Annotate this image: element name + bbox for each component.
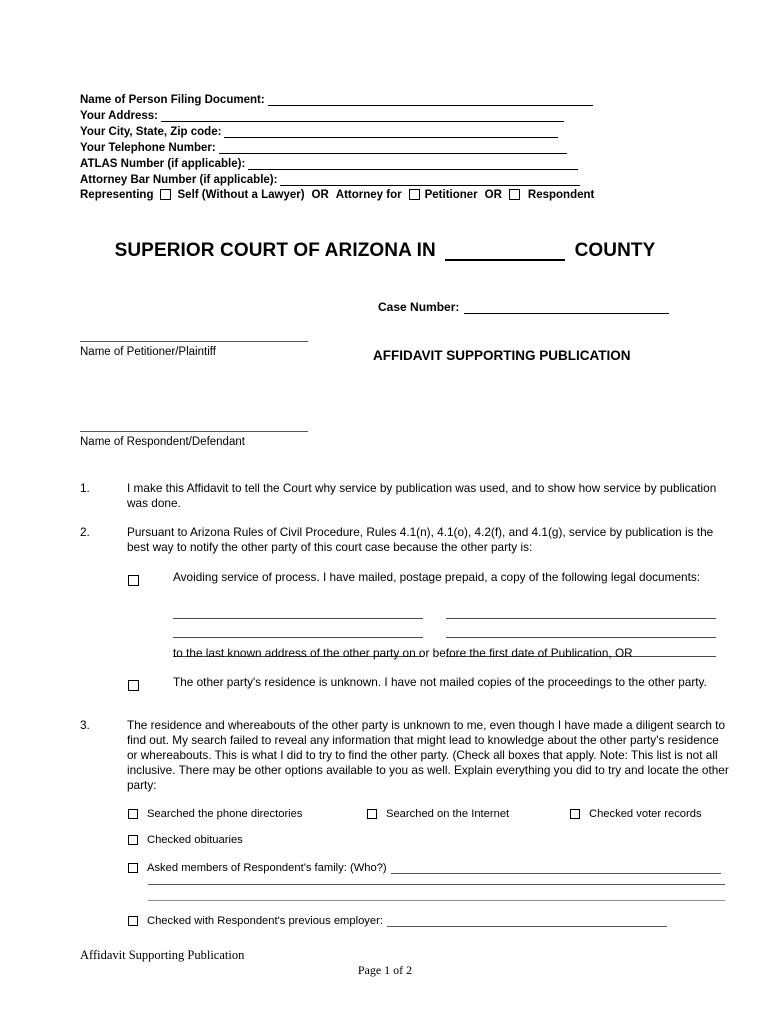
- checkbox-employer[interactable]: [128, 916, 138, 926]
- checkbox-respondent[interactable]: [509, 189, 520, 200]
- respondent-name-block: [80, 430, 308, 448]
- fill-in-line[interactable]: [224, 126, 558, 138]
- fill-in-line[interactable]: [173, 602, 423, 619]
- self-label: Self (Without a Lawyer): [177, 188, 305, 201]
- paragraph-number: 1.: [80, 481, 90, 495]
- footer-form-name: Affidavit Supporting Publication: [80, 948, 245, 962]
- case-number-fill-in-line[interactable]: [464, 301, 669, 314]
- search-method-employer[interactable]: [128, 914, 667, 927]
- paragraph-text: Pursuant to Arizona Rules of Civil Procedure, Rules 4.1(n), 4.1(o), 4.2(f), and 4.1(g), service by publication is the best way to notify the other party of this court case because the other party is:: [127, 525, 714, 554]
- representing-label: Representing: [80, 188, 154, 201]
- checkbox-internet[interactable]: [367, 809, 377, 819]
- paragraph-1: [80, 481, 725, 511]
- fill-in-line[interactable]: [173, 621, 423, 638]
- petitioner-label: Name of Petitioner/Plaintiff: [80, 346, 216, 358]
- search-method-label: Checked voter records: [589, 808, 702, 820]
- petitioner-label: Petitioner: [424, 188, 478, 201]
- fill-in-line[interactable]: [446, 602, 716, 619]
- fill-in-line[interactable]: [161, 110, 564, 122]
- field-label: Your Address:: [80, 109, 158, 122]
- fill-in-line[interactable]: [280, 174, 580, 186]
- checkbox-petitioner[interactable]: [409, 189, 420, 200]
- paragraph-3: [80, 718, 730, 793]
- respondent-label: Name of Respondent/Defendant: [80, 436, 245, 448]
- fill-in-line[interactable]: [148, 883, 725, 885]
- petitioner-name-block: [80, 340, 308, 358]
- checkbox-avoiding-service[interactable]: [128, 575, 139, 586]
- option-text: The other party's residence is unknown. I have not mailed copies of the proceedings to the other party.: [173, 675, 707, 689]
- case-number-label: Case Number:: [378, 300, 460, 314]
- attorney-for-label: Attorney for: [335, 188, 402, 201]
- checkbox-family[interactable]: [128, 863, 138, 873]
- field-label: Name of Person Filing Document:: [80, 93, 265, 106]
- case-number-row: [378, 300, 669, 314]
- respondent-label: Respondent: [527, 188, 595, 201]
- field-label: Your Telephone Number:: [80, 141, 216, 154]
- fill-in-line[interactable]: [268, 94, 593, 106]
- field-label: ATLAS Number (if applicable):: [80, 157, 246, 170]
- or-separator-1: OR: [311, 188, 329, 201]
- search-method-phone-directories[interactable]: [128, 808, 302, 820]
- field-telephone-number: [80, 138, 700, 154]
- field-your-address: [80, 106, 700, 122]
- fill-row: [173, 602, 716, 621]
- paragraph-text: The residence and whereabouts of the other party is unknown to me, even though I have made a diligent search to find out. My search failed to reveal any information that might lead to knowledge about the other party's residence or whereabouts. This is what I did to try to find the other party. (Check all boxes that apply. Note: This list is not all inclusive. There may be other options available to you as well. Explain everything you did to try and locate the other party:: [127, 718, 729, 792]
- checkbox-wrap: [128, 570, 173, 590]
- checkbox-phone-directories[interactable]: [128, 809, 138, 819]
- paragraph-number: 2.: [80, 525, 90, 539]
- field-name-of-person-filing: [80, 90, 700, 106]
- document-title: AFFIDAVIT SUPPORTING PUBLICATION: [373, 348, 631, 363]
- fill-row: [173, 621, 716, 640]
- checkbox-wrap: [128, 675, 173, 695]
- field-atlas-number: [80, 154, 700, 170]
- checkbox-residence-unknown[interactable]: [128, 680, 139, 691]
- search-method-label: Asked members of Respondent's family: (Who?): [147, 861, 387, 874]
- search-method-label: Checked obituaries: [147, 834, 243, 846]
- option-residence-unknown: [128, 675, 728, 695]
- option-avoiding-service: [128, 570, 728, 590]
- field-label: Attorney Bar Number (if applicable):: [80, 173, 278, 186]
- fill-in-line[interactable]: [148, 899, 725, 901]
- field-city-state-zip: [80, 122, 700, 138]
- search-method-label: Searched on the Internet: [386, 808, 510, 820]
- search-method-label: Checked with Respondent's previous employer:: [147, 914, 383, 927]
- checkbox-voter-records[interactable]: [570, 809, 580, 819]
- fill-in-line[interactable]: [387, 914, 667, 927]
- fill-in-line[interactable]: [219, 142, 567, 154]
- last-known-address-text: to the last known address of the other party on or before the first date of Publication, OR: [173, 646, 633, 660]
- court-title-suffix: COUNTY: [574, 240, 656, 261]
- checkbox-self-represented[interactable]: [160, 189, 171, 200]
- search-method-voter-records[interactable]: [570, 808, 702, 820]
- option-text: Avoiding service of process. I have mailed, postage prepaid, a copy of the following legal documents:: [173, 570, 701, 584]
- county-fill-in-line[interactable]: [445, 242, 565, 261]
- fill-in-line[interactable]: [391, 861, 721, 874]
- field-attorney-bar-number: [80, 170, 700, 186]
- paragraph-number: 3.: [80, 718, 90, 732]
- court-title: [0, 240, 770, 262]
- paragraph-text: I make this Affidavit to tell the Court why service by publication was used, and to show how service by publication was done.: [127, 481, 717, 510]
- checkbox-obituaries[interactable]: [128, 835, 138, 845]
- search-method-family[interactable]: [128, 861, 721, 874]
- fill-in-line[interactable]: [446, 621, 716, 638]
- or-separator-2: OR: [484, 188, 502, 201]
- search-method-label: Searched the phone directories: [147, 808, 303, 820]
- field-label: Your City, State, Zip code:: [80, 125, 222, 138]
- footer-page-number: Page 1 of 2: [357, 963, 413, 977]
- search-method-obituaries[interactable]: [128, 834, 243, 846]
- caption-block: [80, 90, 700, 203]
- court-title-prefix: SUPERIOR COURT OF ARIZONA IN: [114, 240, 436, 261]
- fill-in-line[interactable]: [248, 158, 578, 170]
- representing-row: [80, 186, 700, 203]
- paragraph-2: [80, 525, 730, 555]
- search-method-internet[interactable]: [367, 808, 509, 820]
